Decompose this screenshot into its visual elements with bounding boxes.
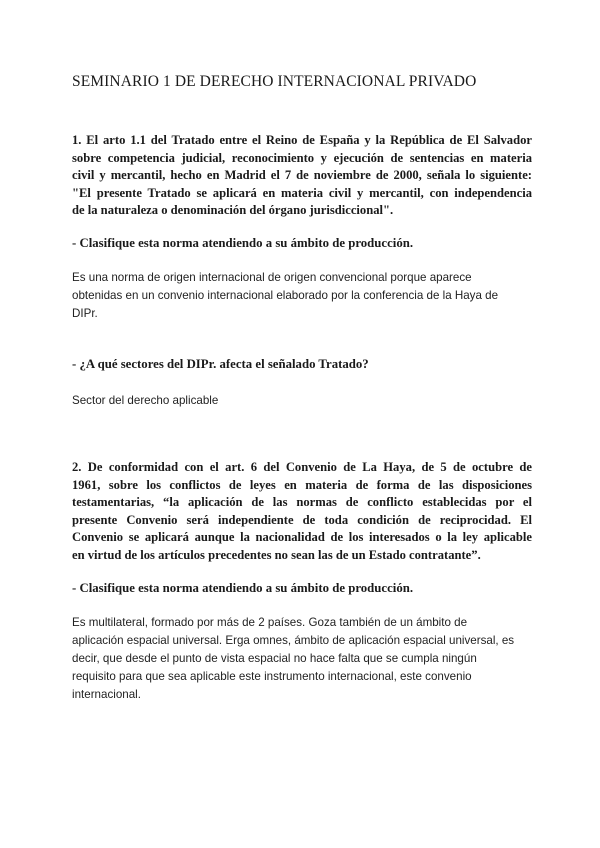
section1-statement-line: civil y mercantil, hecho en Madrid el 7 de noviembre de 2000, señala lo siguiente: <box>72 168 532 182</box>
section1-statement-line: de la naturaleza o denominación del órgano jurisdiccional". <box>72 203 394 217</box>
section1-statement-line: "El presente Tratado se aplicará en materia civil y mercantil, con independencia <box>72 185 532 200</box>
section2-statement <box>72 459 532 564</box>
section2-answer1-line: aplicación espacial universal. Erga omnes, ámbito de aplicación espacial universal, es <box>72 634 515 647</box>
section1-answer1-line: obtenidas en un convenio internacional elaborado por la conferencia de la Haya de <box>72 289 499 302</box>
section1-answer1 <box>72 269 532 323</box>
section1-statement-line: sobre competencia judicial, reconocimiento y ejecución de sentencias en materia <box>72 150 532 165</box>
section2-question1: - Clasifique esta norma atendiendo a su ámbito de producción. <box>72 581 414 595</box>
document-title: SEMINARIO 1 DE DERECHO INTERNACIONAL PRIVADO <box>72 73 477 90</box>
section1-question1: - Clasifique esta norma atendiendo a su ámbito de producción. <box>72 236 414 250</box>
section2-answer1-line: requisito para que sea aplicable este instrumento internacional, este convenio <box>72 670 472 683</box>
section2-answer1-line: decir, que desde el punto de vista espacial no hace falta que se cumpla ningún <box>72 652 477 665</box>
section1-statement <box>72 132 532 220</box>
section2-statement-line: testamentarias, “la aplicación de las normas de conflicto establecidas por el <box>72 495 532 509</box>
section2-answer1 <box>72 614 532 704</box>
section2-statement-line: presente Convenio será independiente de toda condición de reciprocidad. El <box>72 512 532 527</box>
section1-statement-line: 1. El arto 1.1 del Tratado entre el Reino de España y la República de El Salvador <box>72 133 532 147</box>
section2-answer1-line: internacional. <box>72 688 141 701</box>
section1-answer2-line: Sector del derecho aplicable <box>72 394 219 407</box>
section1-answer1-line: Es una norma de origen internacional de origen convencional porque aparece <box>72 271 472 284</box>
section2-answer1-line: Es multilateral, formado por más de 2 países. Goza también de un ámbito de <box>72 616 468 629</box>
section2-statement-line: Convenio se aplicará aunque la nacionalidad de los interesados o la ley aplicable <box>72 530 532 544</box>
section2-statement-line: 2. De conformidad con el art. 6 del Convenio de La Haya, de 5 de octubre de <box>72 460 532 474</box>
section2-statement-line: en virtud de los artículos precedentes no sean las de un Estado contratante”. <box>72 547 481 562</box>
section1-question2: - ¿A qué sectores del DIPr. afecta el señalado Tratado? <box>72 357 369 371</box>
section2-statement-line: 1961, sobre los conflictos de leyes en materia de forma de las disposiciones <box>72 477 532 492</box>
section1-answer1-line: DIPr. <box>72 307 98 320</box>
section1-answer2 <box>72 392 532 410</box>
